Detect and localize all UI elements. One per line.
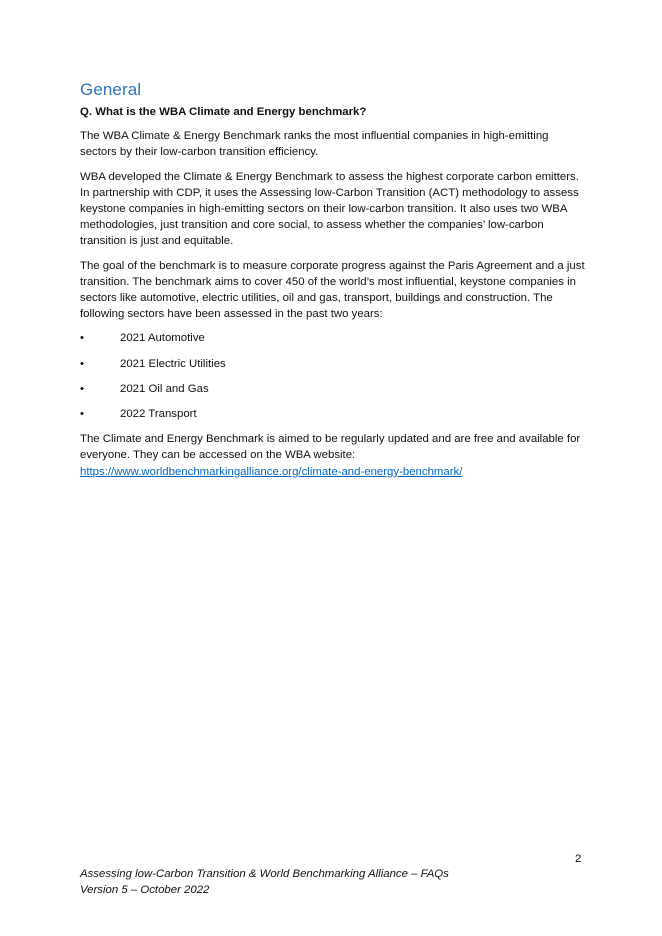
list-item: [80, 406, 585, 422]
faq-question: Q. What is the WBA Climate and Energy benchmark?: [80, 106, 367, 118]
bullet-icon: •: [80, 357, 84, 370]
section-heading: General: [80, 80, 142, 99]
bullet-icon: •: [80, 382, 84, 395]
bullet-icon: •: [80, 332, 84, 345]
page-footer: [80, 866, 449, 898]
list-item-text: 2022 Transport: [120, 408, 197, 420]
sector-list: [80, 330, 585, 422]
list-item-text: 2021 Electric Utilities: [120, 357, 226, 370]
list-item: [80, 330, 585, 346]
paragraph-methodology: WBA developed the Climate & Energy Benchmark to assess the highest corporate carbon emitters. In partnership with CDP, it uses the Assessing low-Carbon Transition (ACT) methodology to assess keystone companies in high-emitting sectors on their low-carbon transition. It also uses two WBA methodologies, just transition and core social, to assess whether the companies’ low-carbon transition is just and equitable.: [80, 170, 579, 248]
list-item-text: 2021 Automotive: [120, 332, 205, 345]
footer-version: Version 5 – October 2022: [80, 884, 210, 896]
page-number: 2: [575, 853, 582, 865]
paragraph-closing: [80, 431, 585, 480]
page-content: [80, 80, 585, 488]
list-item: [80, 381, 585, 397]
paragraph-goal: The goal of the benchmark is to measure corporate progress against the Paris Agreement and a just transition. The benchmark aims to cover 450 of the world’s most influential, keystone companies in sectors like automotive, electric utilities, oil and gas, transport, buildings and construction. The following sectors have been assessed in the past two years:: [80, 259, 585, 321]
list-item: [80, 356, 585, 372]
list-item-text: 2021 Oil and Gas: [120, 382, 209, 395]
benchmark-link[interactable]: https://www.worldbenchmarkingalliance.org/climate-and-energy-benchmark/: [80, 465, 463, 478]
bullet-icon: •: [80, 408, 84, 420]
paragraph-intro: The WBA Climate & Energy Benchmark ranks the most influential companies in high-emitting sectors by their low-carbon transition efficiency.: [80, 130, 549, 159]
closing-text: The Climate and Energy Benchmark is aimed to be regularly updated and are free and available for everyone. They can be accessed on the WBA website:: [80, 433, 581, 462]
footer-title: Assessing low-Carbon Transition & World Benchmarking Alliance – FAQs: [80, 868, 449, 880]
